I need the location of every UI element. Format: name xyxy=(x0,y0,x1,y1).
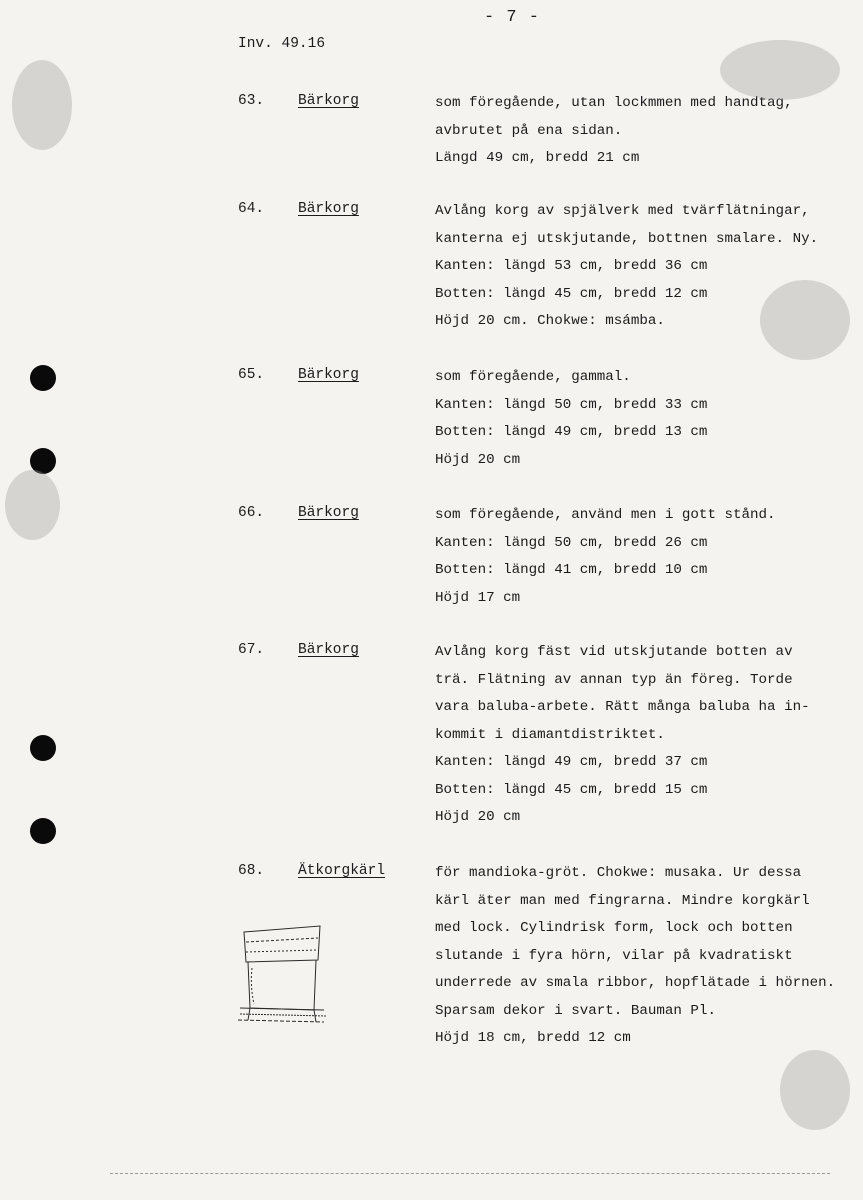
description-line: avbrutet på ena sidan. xyxy=(435,122,623,139)
entry-description xyxy=(435,367,855,477)
description-line: med lock. Cylindrisk form, lock och botten xyxy=(435,920,793,936)
description-line: vara baluba-arbete. Rätt många baluba ha in- xyxy=(435,699,810,715)
punch-hole xyxy=(30,365,56,391)
description-line: Höjd 20 cm xyxy=(435,809,521,825)
description-line: Längd 49 cm, bredd 21 cm xyxy=(435,150,640,166)
bottom-rule xyxy=(110,1173,830,1174)
entry-description xyxy=(435,93,855,176)
description-line: som föregående, använd men i gott stånd. xyxy=(435,507,776,523)
entry-number: 67. xyxy=(238,642,265,658)
punch-hole xyxy=(30,818,56,844)
description-line: Kanten: längd 53 cm, bredd 36 cm xyxy=(435,258,708,274)
scan-speckle xyxy=(720,40,840,100)
description-line: som föregående, gammal. xyxy=(435,369,631,385)
scan-speckle xyxy=(760,280,850,360)
description-line: Höjd 17 cm xyxy=(435,589,521,606)
entry-number: 63. xyxy=(238,93,265,109)
punch-hole xyxy=(30,735,56,761)
inventory-number: Inv. 49.16 xyxy=(238,36,326,52)
description-line: Botten: längd 45 cm, bredd 15 cm xyxy=(435,781,708,798)
entry-name: Bärkorg xyxy=(298,642,359,658)
basket-sketch xyxy=(228,920,328,1035)
description-line: Sparsam dekor i svart. Bauman Pl. xyxy=(435,1002,716,1019)
description-line: kanterna ej utskjutande, bottnen smalare. Ny. xyxy=(435,230,819,247)
description-line: Höjd 18 cm, bredd 12 cm xyxy=(435,1030,631,1046)
entry-name: Bärkorg xyxy=(298,505,359,521)
page-number: - 7 - xyxy=(484,8,541,27)
entry-name: Bärkorg xyxy=(298,93,359,109)
description-line: Avlång korg av spjälverk med tvärflätningar, xyxy=(435,203,810,219)
description-line: Botten: längd 49 cm, bredd 13 cm xyxy=(435,424,708,440)
entry-number: 68. xyxy=(238,863,265,879)
description-line: Avlång korg fäst vid utskjutande botten av xyxy=(435,644,793,660)
description-line: Kanten: längd 50 cm, bredd 33 cm xyxy=(435,396,708,413)
description-line: trä. Flätning av annan typ än föreg. Torde xyxy=(435,671,793,688)
description-line: Kanten: längd 49 cm, bredd 37 cm xyxy=(435,754,708,770)
entry-description xyxy=(435,505,855,615)
scan-speckle xyxy=(780,1050,850,1130)
description-line: Höjd 20 cm. Chokwe: msámba. xyxy=(435,313,665,329)
scan-speckle xyxy=(12,60,72,150)
description-line: Kanten: längd 50 cm, bredd 26 cm xyxy=(435,534,708,551)
entry-name: Bärkorg xyxy=(298,201,359,217)
description-line: underrede av smala ribbor, hopflätade i hörnen. xyxy=(435,975,836,991)
entry-number: 66. xyxy=(238,505,265,521)
entry-number: 65. xyxy=(238,367,265,383)
entry-name: Ätkorgkärl xyxy=(298,863,386,879)
entry-description xyxy=(435,863,855,1056)
description-line: kärl äter man med fingrarna. Mindre korgkärl xyxy=(435,892,810,909)
description-line: Botten: längd 41 cm, bredd 10 cm xyxy=(435,562,708,578)
description-line: Höjd 20 cm xyxy=(435,451,521,468)
scan-speckle xyxy=(5,470,60,540)
entry-number: 64. xyxy=(238,201,265,217)
description-line: som föregående, utan lockmmen med handtag, xyxy=(435,95,793,111)
description-line: kommit i diamantdistriktet. xyxy=(435,726,665,743)
entry-name: Bärkorg xyxy=(298,367,359,383)
description-line: slutande i fyra hörn, vilar på kvadratiskt xyxy=(435,947,793,964)
description-line: Botten: längd 45 cm, bredd 12 cm xyxy=(435,285,708,302)
entry-description xyxy=(435,642,855,835)
description-line: för mandioka-gröt. Chokwe: musaka. Ur dessa xyxy=(435,865,802,881)
